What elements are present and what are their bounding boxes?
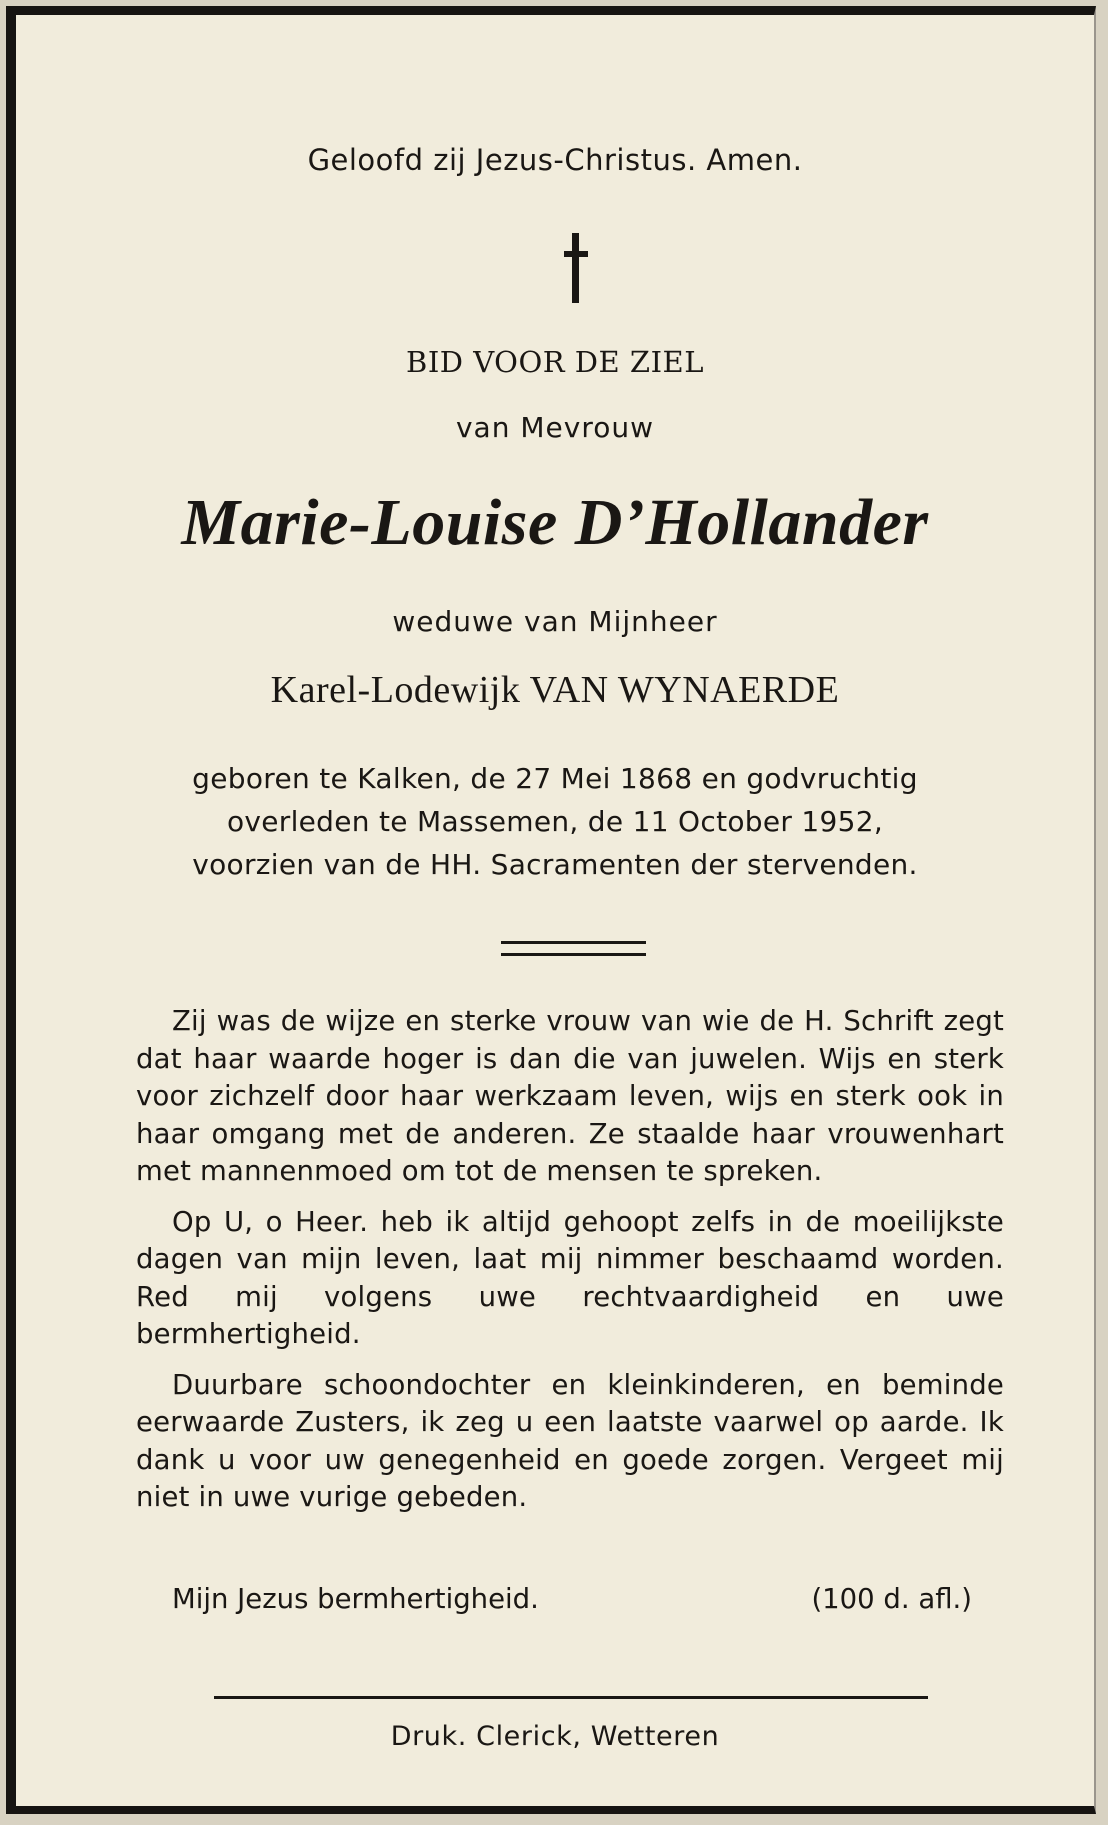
deceased-name: Marie-Louise D’Hollander xyxy=(181,486,929,559)
double-divider-bottom xyxy=(501,953,646,956)
printer-credit: Druk. Clerick, Wetteren xyxy=(390,1721,720,1752)
memorial-card xyxy=(6,6,1096,1814)
paragraph: Duurbare schoondochter en kleinkinderen, en beminde eerwaarde Zusters, ik zeg u een laatste vaarwel op aarde. Ik dank u voor uw genegenheid en goede zorgen. Vergeet mij niet in uwe vurige gebeden. xyxy=(136,1368,1004,1513)
body-text xyxy=(136,1003,1004,1517)
life-line: geboren te Kalken, de 27 Mei 1868 en godvruchtig xyxy=(192,762,918,795)
life-line: voorzien van de HH. Sacramenten der stervenden. xyxy=(192,848,918,881)
double-divider-top xyxy=(501,941,646,944)
footer-rule xyxy=(214,1696,928,1699)
paragraph: Op U, o Heer. heb ik altijd gehoopt zelfs in de moeilijkste dagen van mijn leven, laat mij nimmer beschaamd worden. Red mij volgens uwe rechtvaardigheid en uwe bermhertigheid. xyxy=(136,1205,1004,1350)
husband-name: Karel-Lodewijk VAN WYNAERDE xyxy=(270,669,840,711)
relation-line: weduwe van Mijnheer xyxy=(392,605,718,638)
latin-cross-icon xyxy=(564,233,588,303)
title-line: van Mevrouw xyxy=(455,411,654,444)
closing-prayer: Mijn Jezus bermhertigheid. xyxy=(172,1583,539,1615)
closing-line xyxy=(172,1583,972,1615)
paragraph: Zij was de wijze en sterke vrouw van wie de H. Schrift zegt dat haar waarde hoger is dan die van juwelen. Wijs en sterk voor zichzelf door haar werkzaam leven, wijs en sterk ook in haar omgang met de anderen. Ze staalde haar vrouwenhart met mannenmoed om tot de mensen te spreken. xyxy=(136,1005,1004,1187)
life-details xyxy=(16,757,1094,886)
indulgence-note: (100 d. afl.) xyxy=(811,1583,972,1615)
invocation-line: Geloofd zij Jezus-Christus. Amen. xyxy=(307,143,803,177)
prayer-heading: BID VOOR DE ZIEL xyxy=(406,345,704,379)
life-line: overleden te Massemen, de 11 October 1952, xyxy=(226,805,884,838)
